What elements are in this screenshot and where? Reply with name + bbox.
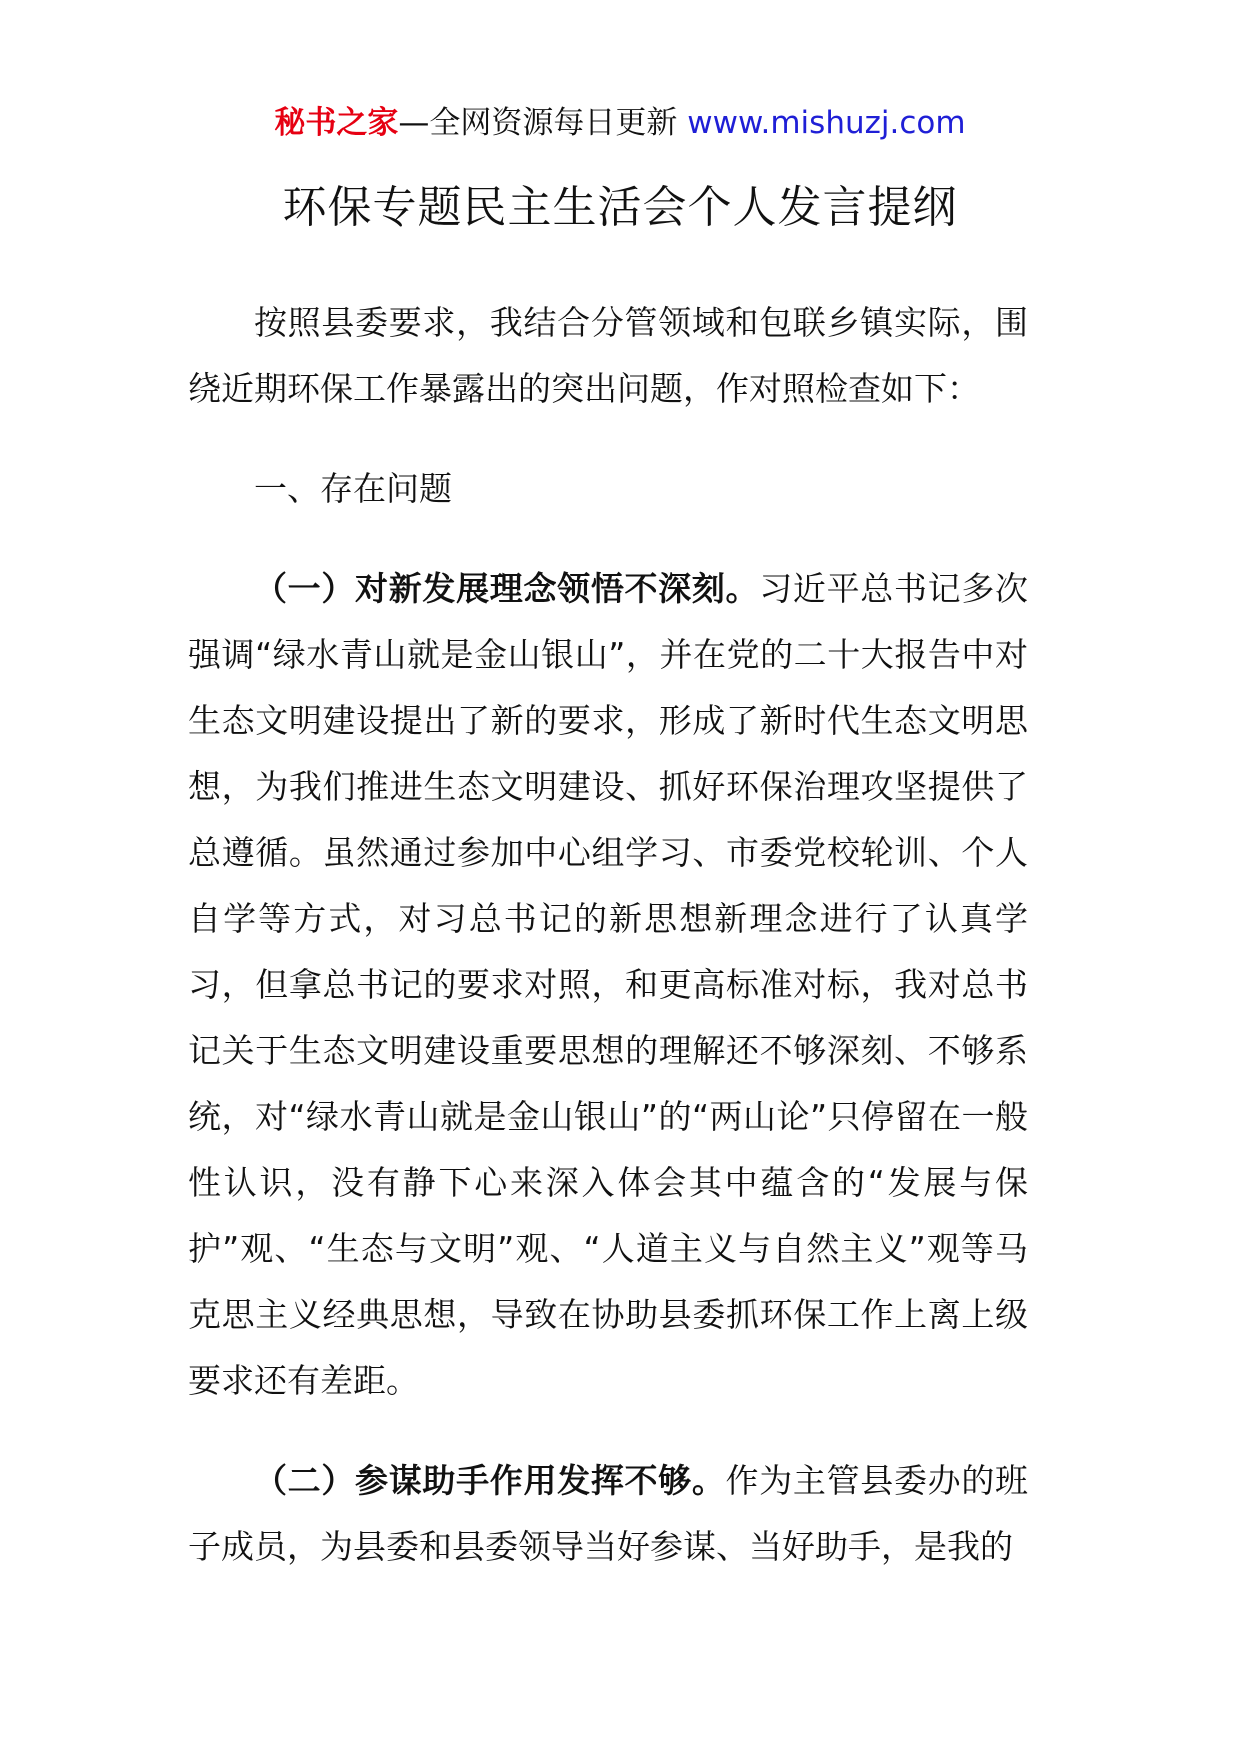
item-1-paragraph xyxy=(188,556,1028,1414)
item-2-paragraph xyxy=(188,1448,1028,1580)
item-1-heading: （一）对新发展理念领悟不深刻。 xyxy=(254,569,760,608)
header-tagline: —全网资源每日更新 xyxy=(398,105,678,141)
item-2-body: 作为主管县委办的班子成员，为县委和县委领导当好参谋、当好助手，是我的 xyxy=(188,1461,1029,1566)
section-heading-problems: 一、存在问题 xyxy=(254,469,452,508)
site-header xyxy=(0,100,1240,146)
site-url-link[interactable]: www.mishuzj.com xyxy=(687,105,966,141)
item-1-body: 习近平总书记多次强调“绿水青山就是金山银山”，并在党的二十大报告中对生态文明建设提出了新的要求，形成了新时代生态文明思想，为我们推进生态文明建设、抓好环保治理攻坚提供了总遵循。虽然通过参加中心组学习、市委党校轮训、个人自学等方式，对习总书记的新思想新理念进行了认真学习，但拿总书记的要求对照，和更高标准对标，我对总书记关于生态文明建设重要思想的理解还不够深刻、不够系统，对“绿水青山就是金山银山”的“两山论”只停留在一般性认识，没有静下心来深入体会其中蕴含的“发展与保护”观、“生态与文明”观、“人道主义与自然主义”观等马克思主义经典思想，导致在协助县委抓环保工作上离上级要求还有差距。 xyxy=(188,569,1029,1400)
item-2-heading: （二）参谋助手作用发挥不够。 xyxy=(254,1461,726,1500)
document-title: 环保专题民主生活会个人发言提纲 xyxy=(282,182,958,233)
intro-paragraph: 按照县委要求，我结合分管领域和包联乡镇实际，围绕近期环保工作暴露出的突出问题，作对照检查如下： xyxy=(188,303,1028,408)
brand-name: 秘书之家 xyxy=(274,105,399,141)
document-body xyxy=(188,290,1028,1580)
